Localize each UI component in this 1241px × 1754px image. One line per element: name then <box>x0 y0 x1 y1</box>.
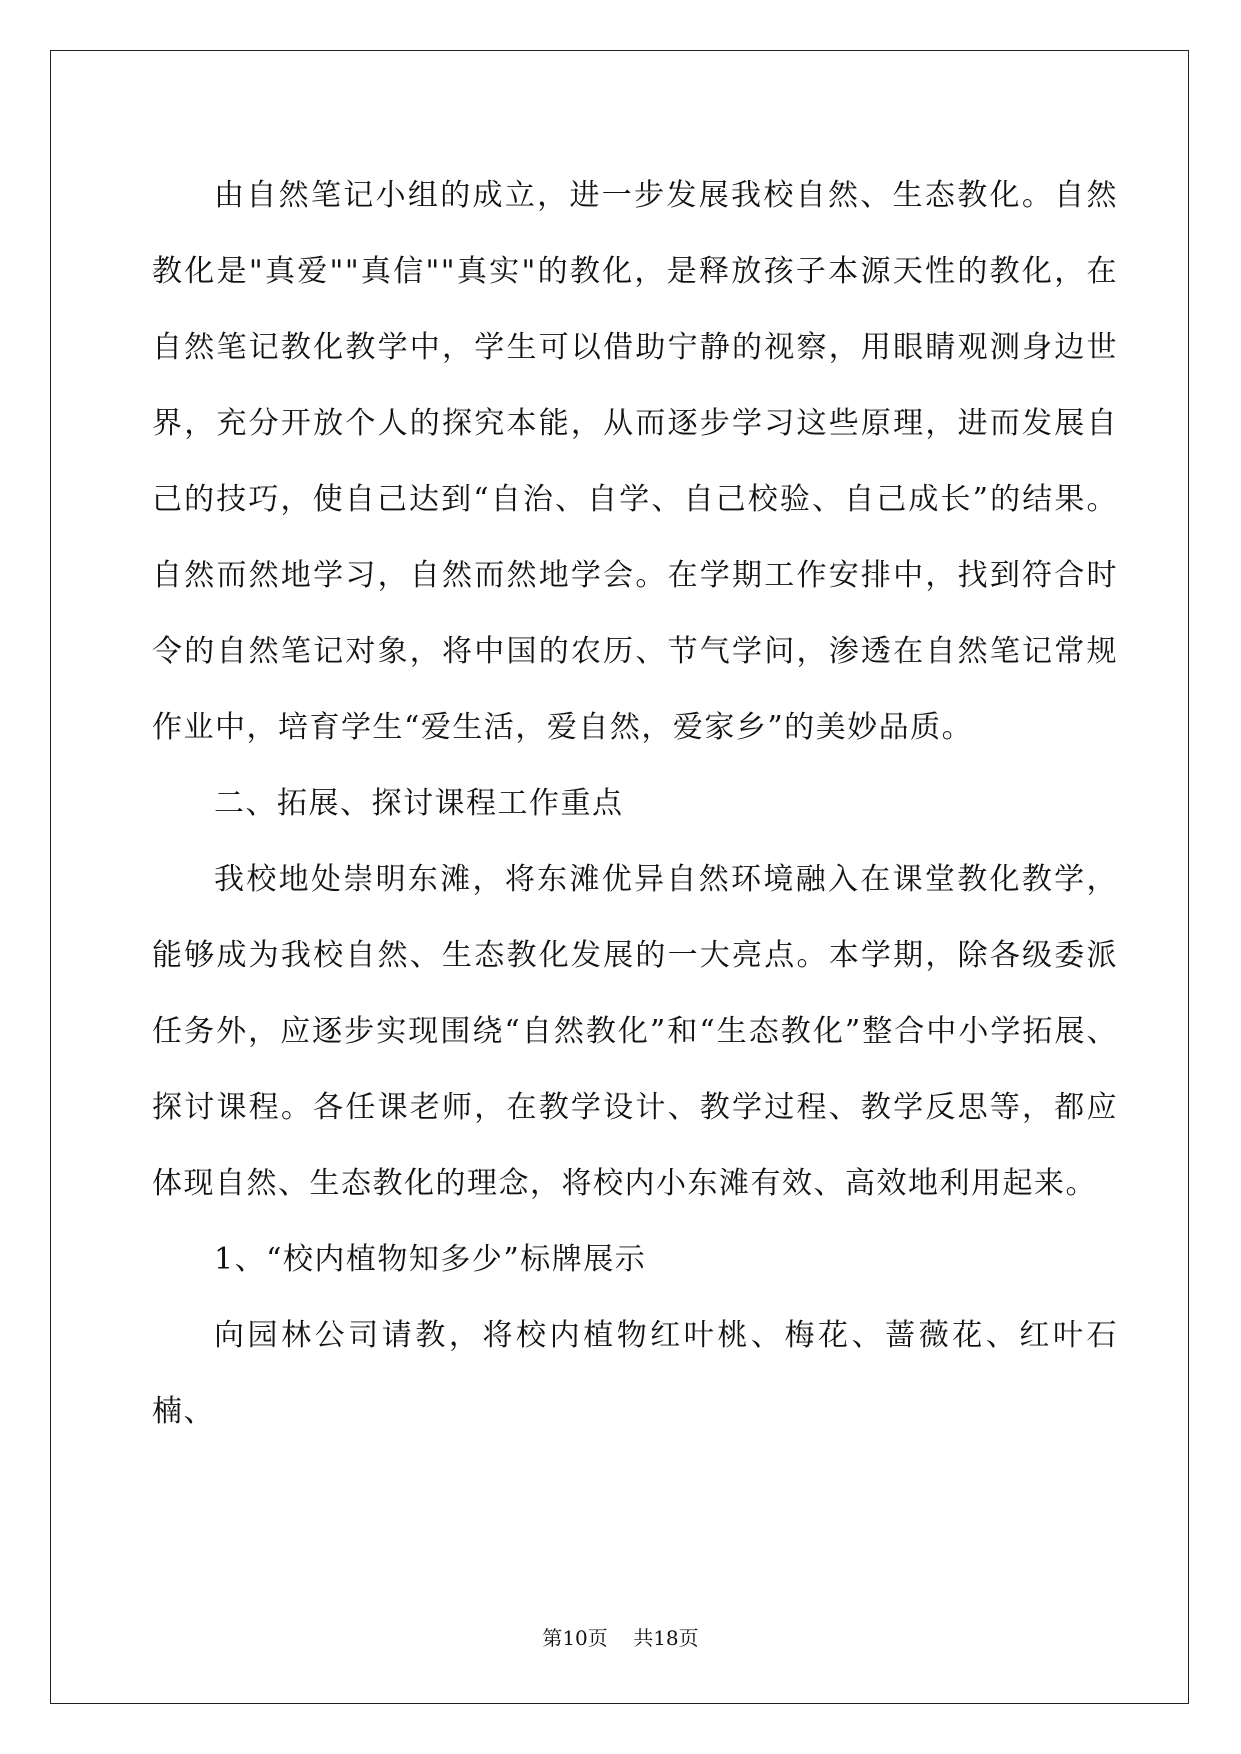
paragraph-continued: 向园林公司请教，将校内植物红叶桃、梅花、蔷薇花、红叶石楠、 <box>152 1318 1118 1429</box>
section-heading: 二、拓展、探讨课程工作重点 <box>214 786 624 821</box>
paragraph-body: 我校地处崇明东滩，将东滩优异自然环境融入在课堂教化教学，能够成为我校自然、生态教化发展的一大亮点。本学期，除各级委派任务外，应逐步实现围绕“自然教化”和“生态教化”整合中小学拓展、探讨课程。各任课老师，在教学设计、教学过程、教学反思等，都应体现自然、生态教化的理念，将校内小东滩有效、高效地利用起来。 <box>152 862 1118 1201</box>
page-number-footer: 第10页 共18页 <box>542 1626 699 1650</box>
paragraph-intro: 由自然笔记小组的成立，进一步发展我校自然、生态教化。自然教化是"真爱""真信""真实"的教化，是释放孩子本源天性的教化，在自然笔记教化教学中，学生可以借助宁静的视察，用眼睛观测身边世界，充分开放个人的探究本能，从而逐步学习这些原理，进而发展自己的技巧，使自己达到“自治、自学、自己校验、自己成长”的结果。自然而然地学习，自然而然地学会。在学期工作安排中，找到符合时令的自然笔记对象，将中国的农历、节气学问，渗透在自然笔记常规作业中，培育学生“爱生活，爱自然，爱家乡”的美妙品质。 <box>152 178 1118 745</box>
document-body <box>152 158 1118 1450</box>
subsection-heading: 1、“校内植物知多少”标牌展示 <box>214 1242 647 1277</box>
